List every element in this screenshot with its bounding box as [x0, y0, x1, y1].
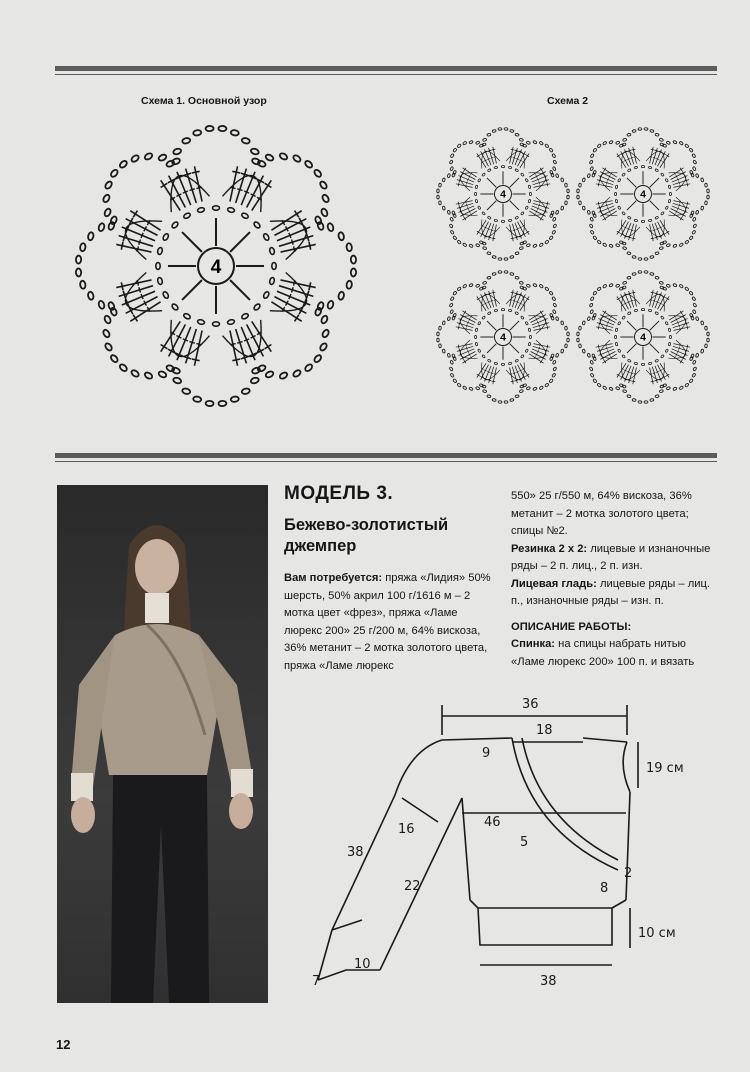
materials-paragraph — [284, 570, 494, 675]
materials-text-continued: 550» 25 г/550 м, 64% вискоза, 36% метанит – 2 мотка золотого цвета; спицы №2. — [511, 490, 692, 537]
materials-label: Вам потребуется: — [284, 572, 383, 584]
scheme2-motif-2 — [573, 124, 713, 264]
scheme2-motif-4 — [573, 267, 713, 407]
materials-text: пряжа «Лидия» 50% шерсть, 50% акрил 100 г/1616 м – 2 мотка цвет «фрез», пряжа «Ламе люрекс 200» 25 г/200 м, 64% вискоза, 36% метанит – 2 мотка золотого цвета, пряжа «Ламе люрекс — [284, 572, 491, 672]
scheme1-motif — [68, 118, 364, 414]
model-title: МОДЕЛЬ 3. — [284, 483, 394, 504]
scheme2-motif-3 — [433, 267, 573, 407]
measure-side: 2 — [624, 866, 633, 881]
stockinette-label: Лицевая гладь: — [511, 577, 597, 590]
scheme2-motif-1 — [433, 124, 573, 264]
scheme2-center-number: 4 — [640, 189, 646, 201]
measure-rib-height: 10 см — [638, 926, 676, 941]
scheme2-center-number: 4 — [500, 189, 506, 201]
measure-sleeve-top: 16 — [398, 822, 415, 837]
right-text-column — [511, 488, 719, 671]
page-number: 12 — [56, 1037, 71, 1052]
rib-label: Резинка 2 х 2: — [511, 542, 588, 555]
measure-wrap: 5 — [520, 835, 529, 850]
model-photo — [57, 485, 268, 1003]
stockinette-text: лицевые ряды – лиц. п., изнаночные ряды – изн. п. — [511, 577, 711, 607]
scheme2-center-number: 4 — [500, 332, 506, 344]
measure-chest: 46 — [484, 815, 501, 830]
top-rule — [55, 66, 717, 75]
measure-neck: 18 — [536, 723, 553, 738]
measure-shoulder: 9 — [482, 746, 491, 761]
measure-top-width: 36 — [522, 697, 539, 712]
measure-armhole: 19 см — [646, 761, 684, 776]
model-figure — [57, 485, 268, 1003]
pattern-outline — [318, 705, 638, 980]
work-heading: ОПИСАНИЕ РАБОТЫ: — [511, 620, 632, 633]
middle-rule — [55, 453, 717, 462]
model-subtitle: Бежево-золотистый джемпер — [284, 516, 449, 555]
scheme2-center-number: 4 — [640, 332, 646, 344]
scheme1-caption: Схема 1. Основной узор — [141, 95, 267, 107]
measure-cuff-end: 7 — [312, 974, 321, 989]
measure-body: 8 — [600, 881, 609, 896]
rib-text: лицевые и изнаночные ряды – 2 п. лиц., 2 п. изн. — [511, 542, 711, 572]
measure-hem-width: 38 — [540, 974, 557, 989]
measure-sleeve-length: 38 — [347, 845, 364, 860]
back-text: на спицы набрать нитью «Ламе люрекс 200» 100 п. и вязать — [511, 638, 695, 668]
scheme1-center-number: 4 — [210, 257, 222, 278]
measure-cuff: 10 — [354, 957, 371, 972]
scheme2-caption: Схема 2 — [547, 95, 589, 107]
pattern-diagram — [300, 680, 720, 1010]
back-label: Спинка: — [511, 638, 556, 650]
measure-sleeve-mid: 22 — [404, 879, 421, 894]
